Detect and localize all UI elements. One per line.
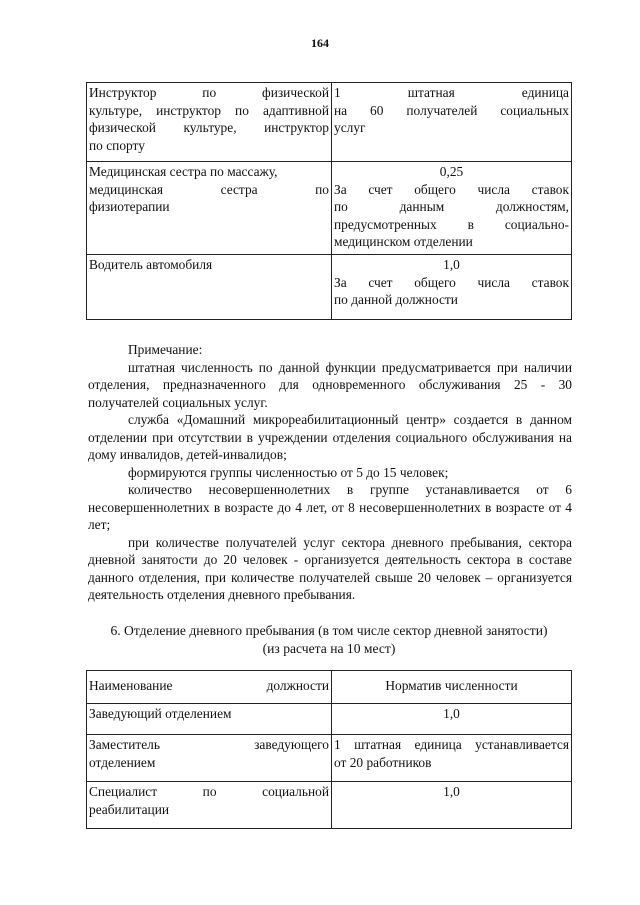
page-number: 164	[311, 36, 329, 50]
note-paragraph: формируются группы численностью от 5 до 15 человек;	[128, 464, 449, 480]
table-row	[87, 254, 572, 319]
position-cell: Медицинская сестра по массажу, медицинская сестра по физиотерапии	[87, 162, 332, 255]
norm-value: 0,25	[439, 164, 464, 179]
norm-cell: 1,0	[332, 704, 572, 735]
note-paragraph: служба «Домашний микрореабилитационный центр» создается в данном отделении при отсутствии в учреждении отделения социального обслуживания на дому инвалидов, детей-инвалидов;	[88, 412, 572, 462]
section-subtitle: (из расчета на 10 мест)	[262, 641, 396, 656]
position-cell: Заведующий отделением	[87, 704, 332, 735]
note-paragraph: при количестве получателей услуг сектора дневного пребывания, сектора дневной занятости до 20 человек - организуется деятельность сектора в составе данного отделения, при количестве получателей свыше 20 человек – организуется деятельность отделения дневного пребывания.	[88, 534, 572, 602]
norm-cell: 1,0 За счет общего числа ставок по данной должности	[332, 254, 572, 319]
position-cell: Специалист по социальной реабилитации	[87, 782, 332, 829]
note-paragraph: количество несовершеннолетних в группе устанавливается от 6 несовершеннолетних в возрасте до 4 лет, от 8 несовершеннолетних в возрасте от 4 лет;	[88, 482, 572, 532]
staffing-table-day-care	[86, 670, 572, 829]
column-header-norm: Норматив численности	[332, 671, 572, 704]
table-row	[87, 162, 572, 255]
norm-cell: 1 штатная единица устанавливается от 20 работников	[332, 735, 572, 782]
section-heading	[86, 622, 572, 658]
note-title: Примечание:	[128, 342, 203, 357]
table-row	[87, 735, 572, 782]
table-header-row	[87, 671, 572, 704]
norm-cell: 0,25 За счет общего числа ставок по данным должностям, предусмотренных в социально- медицинском отделении	[332, 162, 572, 255]
table-row	[87, 782, 572, 829]
norm-value: 1,0	[443, 256, 460, 272]
section-title: 6. Отделение дневного пребывания (в том числе сектор дневной занятости)	[110, 623, 548, 638]
table-row	[87, 704, 572, 735]
position-cell: Инструктор по физической культуре, инструктор по адаптивной физической культуре, инструктор по спорту	[87, 83, 332, 162]
staffing-table-continued	[86, 82, 572, 320]
column-header-position: Наименование должности	[87, 671, 332, 704]
note-block	[88, 341, 572, 604]
position-cell: Заместитель заведующего отделением	[87, 735, 332, 782]
norm-cell: 1,0	[332, 782, 572, 829]
norm-cell: 1 штатная единица на 60 получателей социальных услуг	[332, 83, 572, 162]
note-paragraph: штатная численность по данной функции предусматривается при наличии отделения, предназначенного для одновременного обслуживания 25 - 30 получателей социальных услуг.	[88, 359, 572, 410]
table-row	[87, 83, 572, 162]
position-cell: Водитель автомобиля	[87, 254, 332, 319]
